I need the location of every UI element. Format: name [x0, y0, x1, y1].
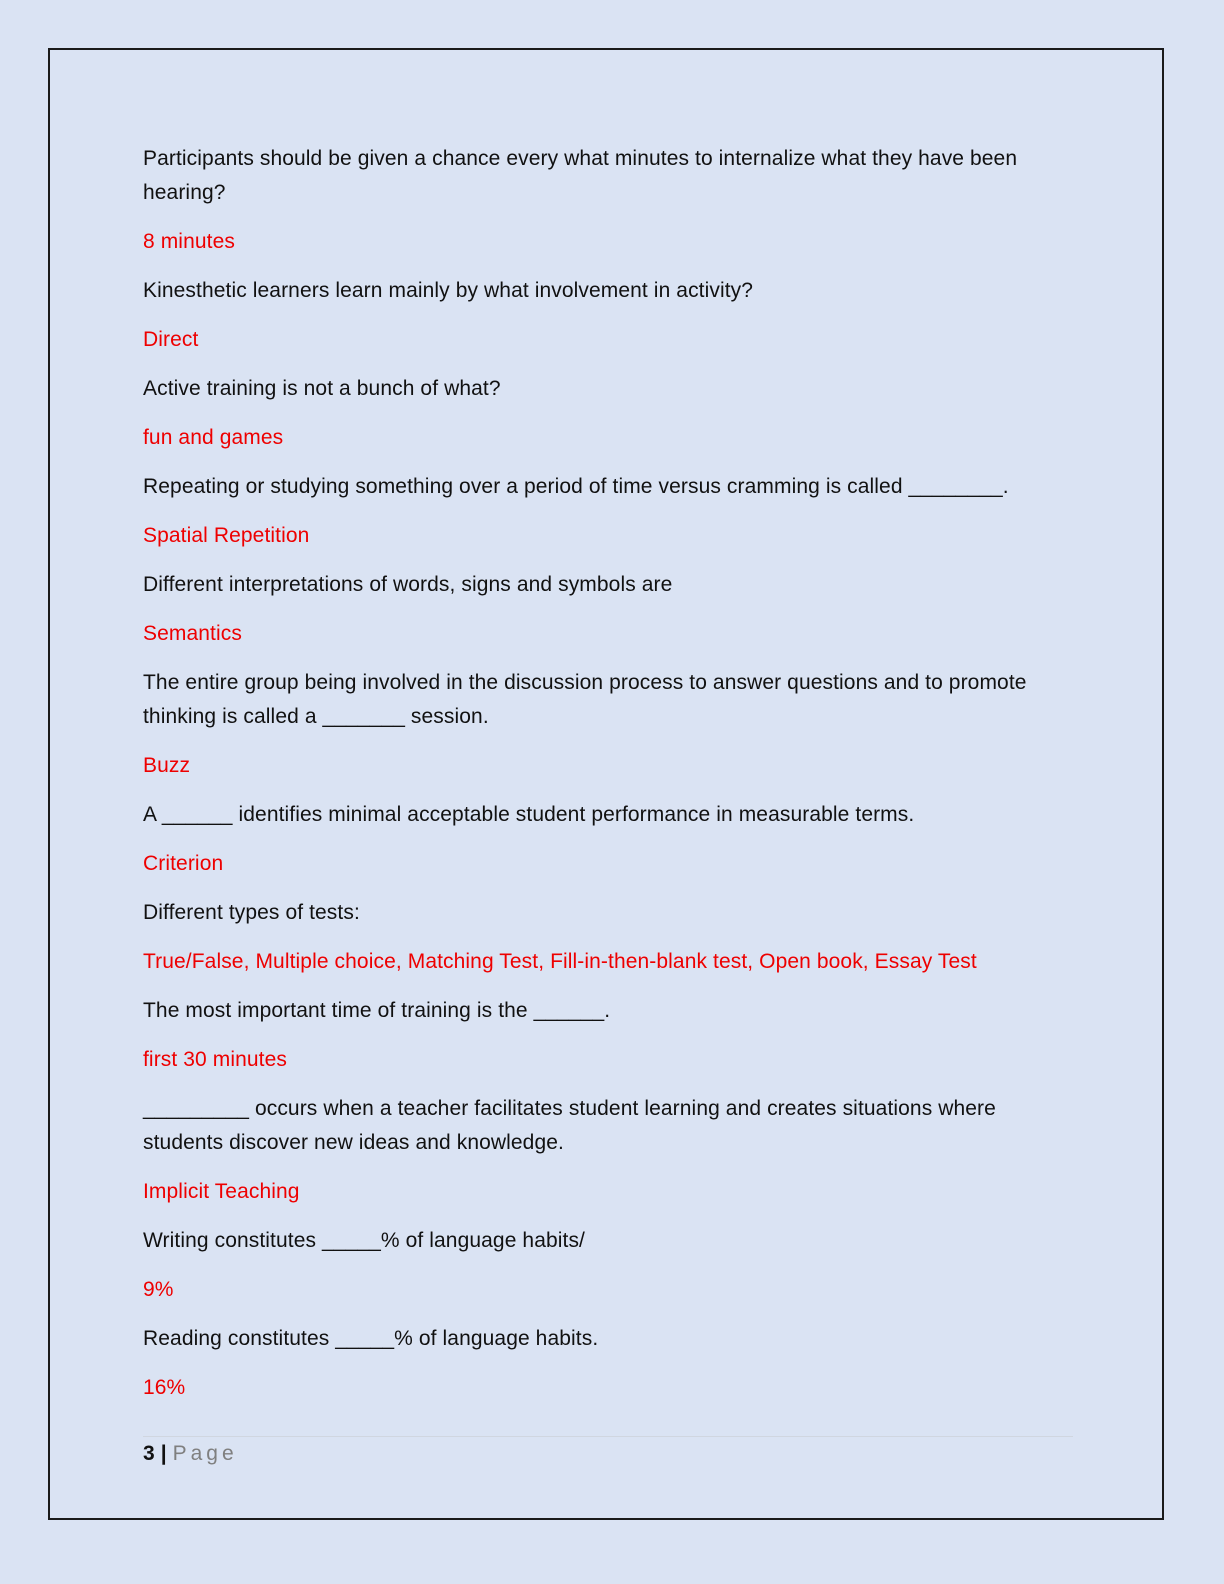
answer-text: Semantics [143, 622, 242, 645]
answer-text: first 30 minutes [143, 1048, 287, 1071]
answer-text: True/False, Multiple choice, Matching Test, Fill-in-then-blank test, Open book, Essay Test [143, 950, 977, 973]
answer-text: Buzz [143, 754, 191, 777]
page-footer [143, 1440, 238, 1468]
footer-separator: | [160, 1442, 167, 1465]
footer-divider [143, 1436, 1073, 1437]
answer-text: 16% [143, 1376, 186, 1399]
question-text: The entire group being involved in the discussion process to answer questions and to promote thinking is called a _______ session. [143, 671, 1027, 728]
answer-text: 9% [143, 1278, 174, 1301]
answer-text: Direct [143, 328, 199, 351]
question-text: Kinesthetic learners learn mainly by what involvement in activity? [143, 279, 754, 302]
question-text: Writing constitutes _____% of language habits/ [143, 1229, 585, 1252]
answer-text: Implicit Teaching [143, 1180, 300, 1203]
question-text: _________ occurs when a teacher facilitates student learning and creates situations where students discover new ideas and knowledge. [143, 1097, 996, 1154]
question-text: Participants should be given a chance every what minutes to internalize what they have been hearing? [143, 147, 1018, 204]
page-label: Page [172, 1442, 238, 1465]
question-text: Active training is not a bunch of what? [143, 377, 501, 400]
answer-text: Spatial Repetition [143, 524, 310, 547]
question-text: Different interpretations of words, signs and symbols are [143, 573, 673, 596]
qa-content [143, 142, 1073, 1420]
page-number: 3 [143, 1442, 155, 1465]
answer-text: fun and games [143, 426, 284, 449]
question-text: Reading constitutes _____% of language habits. [143, 1327, 599, 1350]
answer-text: 8 minutes [143, 230, 235, 253]
answer-text: Criterion [143, 852, 224, 875]
question-text: A ______ identifies minimal acceptable student performance in measurable terms. [143, 803, 915, 826]
question-text: Different types of tests: [143, 901, 360, 924]
question-text: Repeating or studying something over a period of time versus cramming is called ________. [143, 475, 1009, 498]
question-text: The most important time of training is the ______. [143, 999, 611, 1022]
